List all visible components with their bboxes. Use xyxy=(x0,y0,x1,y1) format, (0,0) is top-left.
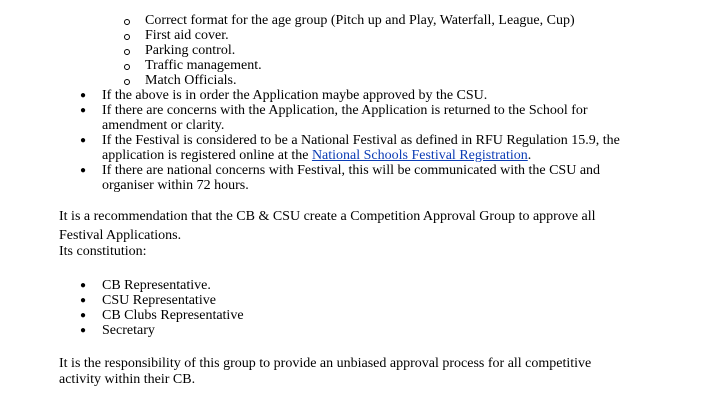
circle-bullet-icon xyxy=(124,19,130,25)
bullet-icon: ● xyxy=(80,280,87,291)
circle-bullet-icon xyxy=(124,64,130,70)
circle-bullet-icon xyxy=(124,49,130,55)
national-schools-festival-registration-link[interactable]: National Schools Festival Registration xyxy=(311,148,528,163)
bullet-icon: ● xyxy=(80,105,87,116)
period-text: . xyxy=(527,148,532,163)
circle-bullet-icon xyxy=(124,34,130,40)
bullet-icon: ● xyxy=(80,165,87,176)
registration-text: application is registered online at the xyxy=(102,148,312,163)
bullet-icon: ● xyxy=(80,310,87,321)
circle-bullet-icon xyxy=(124,79,130,85)
bullet-icon: ● xyxy=(80,295,87,306)
bullet-icon: ● xyxy=(80,90,87,101)
bullet-icon: ● xyxy=(80,135,87,146)
bullet-icon: ● xyxy=(80,325,87,336)
document-page: Correct format for the age group (Pitch up and Play, Waterfall, League, Cup) First aid cover. Parking control. Traffic management. Match Officials. ● If the above is in order the Application maybe approved by the CSU. ● If there are concerns with the Application, the Application is returned to the School for amendment or clarity. ● If the Festival is considered to be a National Festival as defined in RFU Regulation 15.9, the application is registered online at the National Schools Festival Registration. ● If there are national concerns with Festival, this will be communicated with the CSU and organiser within 72 hours. It is a recommendation that the CB & CSU create a Competition Approval Group to approve all Festival Applications. Its constitution: ● CB Representative. ● CSU Representative ● CB Clubs Representative ● Secretary It is the responsibility of this group to provide an unbiased approval process for all competitive activity within their CB. xyxy=(59,13,620,387)
